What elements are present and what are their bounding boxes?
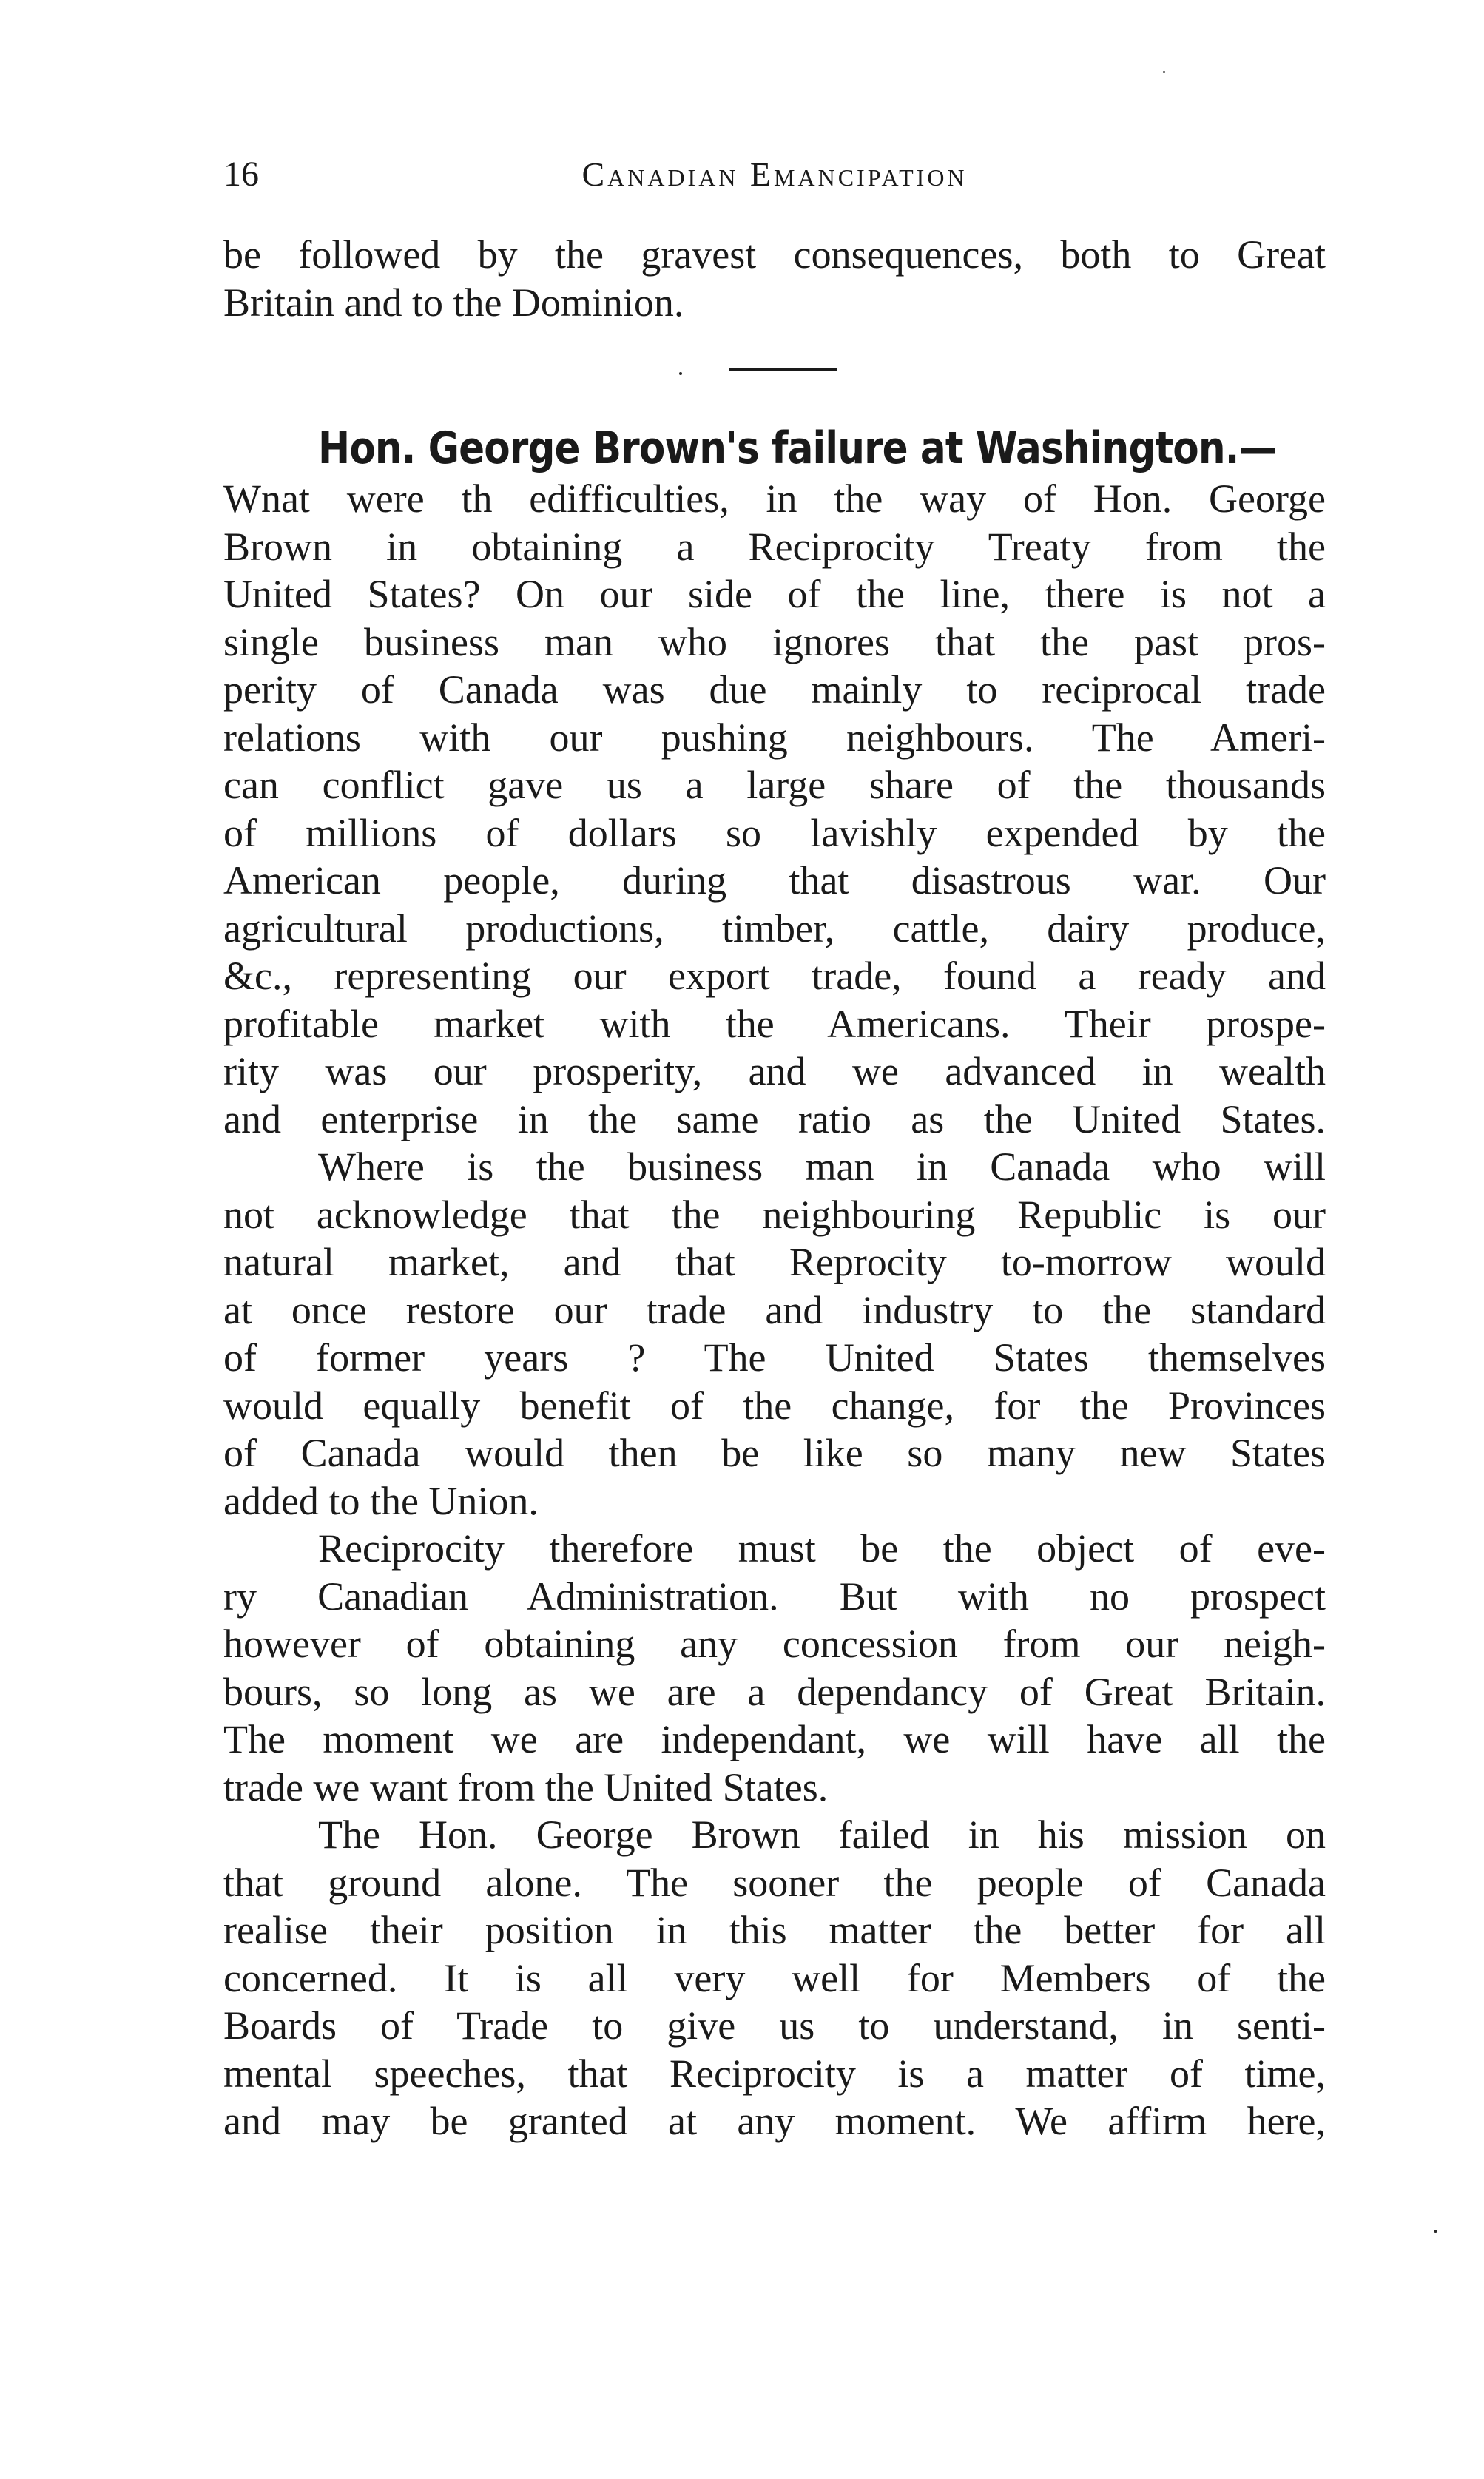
text-line: that ground alone. The sooner the people of Canada xyxy=(223,1860,1326,1905)
section-heading: Hon. George Brown's failure at Washington.— xyxy=(318,422,1277,474)
text-line: perity of Canada was due mainly to reciprocal trade xyxy=(223,667,1326,712)
running-head: Canadian Emancipation xyxy=(581,155,968,193)
text-line: Brown in obtaining a Reciprocity Treaty from the xyxy=(223,524,1326,569)
text-line: added to the Union. xyxy=(223,1478,539,1523)
text-line: bours, so long as we are a dependancy of Great Britain. xyxy=(223,1669,1326,1714)
scan-speck xyxy=(679,372,682,375)
paragraph-1 xyxy=(223,475,1326,1143)
text-line: and may be granted at any moment. We affirm here, xyxy=(223,2099,1326,2143)
text-line: Britain and to the Dominion. xyxy=(223,280,684,325)
paragraph-3 xyxy=(223,1525,1326,1811)
text-line: single business man who ignores that the past pros- xyxy=(223,619,1326,664)
section-divider xyxy=(729,368,837,371)
section-body xyxy=(223,422,1326,2145)
section-heading-line xyxy=(223,422,1326,475)
text-line: United States? On our side of the line, there is not a xyxy=(223,572,1326,616)
text-line: The moment we are independant, we will have all the xyxy=(223,1717,1326,1761)
text-line: would equally benefit of the change, for the Provinces xyxy=(223,1383,1326,1428)
paragraph-4 xyxy=(223,1811,1326,2145)
text-line: Reciprocity therefore must be the object of eve- xyxy=(318,1526,1326,1571)
text-line: be followed by the gravest consequences, both to Great xyxy=(223,232,1326,277)
text-line: The Hon. George Brown failed in his mission on xyxy=(318,1812,1326,1857)
text-line: realise their position in this matter the better for all xyxy=(223,1908,1326,1952)
scan-speck xyxy=(1434,2230,1437,2233)
text-line: of millions of dollars so lavishly expended by the xyxy=(223,810,1326,855)
text-line: concerned. It is all very well for Members of the xyxy=(223,1955,1326,2000)
text-line: ry Canadian Administration. But with no prospect xyxy=(223,1574,1326,1619)
text-line: and enterprise in the same ratio as the United States. xyxy=(223,1096,1326,1141)
text-line: rity was our prosperity, and we advanced in wealth xyxy=(223,1049,1326,1093)
paragraph-2 xyxy=(223,1143,1326,1525)
text-line: not acknowledge that the neighbouring Republic is our xyxy=(223,1192,1326,1237)
text-line: agricultural productions, timber, cattle, dairy produce, xyxy=(223,905,1326,951)
text-line: American people, during that disastrous war. Our xyxy=(223,858,1326,903)
text-line: &c., representing our export trade, found a ready and xyxy=(223,954,1326,998)
text-line: can conflict gave us a large share of the thousands xyxy=(223,763,1326,807)
opening-paragraph xyxy=(223,231,1326,326)
page-header xyxy=(223,152,1326,197)
text-line: relations with our pushing neighbours. The Ameri- xyxy=(223,715,1326,760)
text-line: trade we want from the United States. xyxy=(223,1764,829,1809)
text-line: Wnat were th edifficulties, in the way of Hon. George xyxy=(223,476,1326,521)
text-line: of Canada would then be like so many new States xyxy=(223,1431,1326,1475)
text-line: mental speeches, that Reciprocity is a matter of time, xyxy=(223,2051,1326,2096)
page-number: 16 xyxy=(223,155,259,194)
scan-speck xyxy=(1163,71,1165,73)
text-line: Boards of Trade to give us to understand, in senti- xyxy=(223,2003,1326,2048)
text-line: profitable market with the Americans. Their prospe- xyxy=(223,1001,1326,1046)
text-line: natural market, and that Reprocity to-morrow would xyxy=(223,1240,1326,1284)
text-line: Where is the business man in Canada who will xyxy=(318,1144,1326,1189)
text-line: of former years ? The United States themselves xyxy=(223,1335,1326,1380)
text-line: however of obtaining any concession from our neigh- xyxy=(223,1622,1326,1666)
text-line: at once restore our trade and industry to the standard xyxy=(223,1287,1326,1332)
